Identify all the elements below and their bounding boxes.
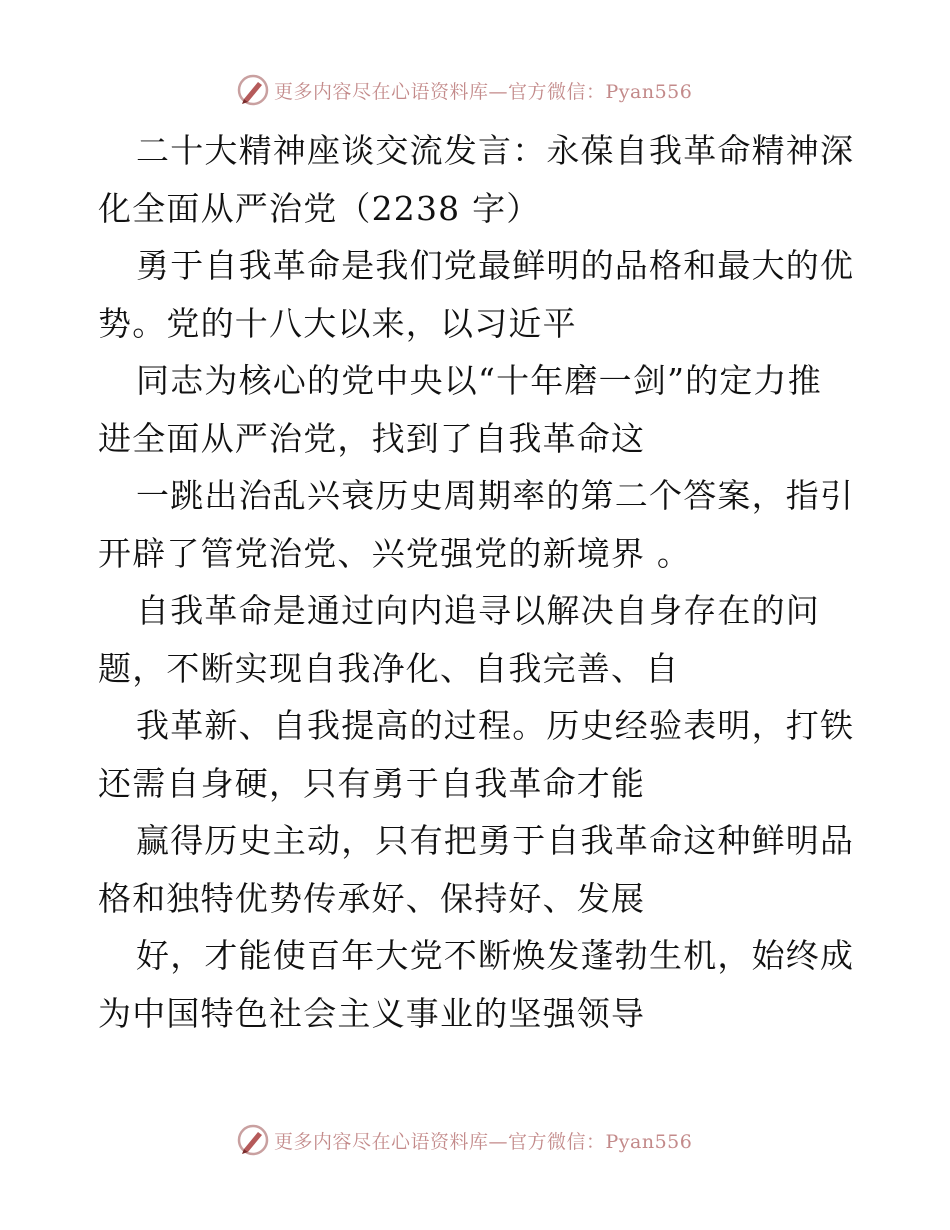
title-line-2: 化全面从严治党（2238 字） [98, 188, 541, 228]
paragraph-line: 我革新、自我提高的过程。历史经验表明，打铁 [136, 706, 855, 745]
pen-logo-icon [236, 1123, 270, 1157]
paragraph-line: 格和独特优势传承好、保持好、发展 [98, 878, 646, 918]
paragraph-line: 还需自身硬，只有勇于自我革命才能 [98, 763, 646, 803]
watermark-text: 更多内容尽在心语资料库—官方微信：Pyan556 [274, 1130, 693, 1153]
paragraph-line: 勇于自我革命是我们党最鲜明的品格和最大的优 [136, 246, 855, 285]
watermark-text: 更多内容尽在心语资料库—官方微信：Pyan556 [274, 80, 693, 103]
paragraph-line: 题，不断实现自我净化、自我完善、自 [98, 648, 680, 688]
paragraph-line: 开辟了管党治党、兴党强党的新境界 。 [98, 533, 692, 573]
paragraph-line: 同志为核心的党中央以“十年磨一剑”的定力推 [136, 361, 822, 400]
paragraph-line: 一跳出治乱兴衰历史周期率的第二个答案，指引 [136, 476, 855, 515]
paragraph-line: 自我革命是通过向内追寻以解决自身存在的问 [136, 591, 820, 630]
paragraph-line: 赢得历史主动，只有把勇于自我革命这种鲜明品 [136, 821, 855, 860]
paragraph-line: 进全面从严治党，找到了自我革命这 [98, 418, 646, 458]
header-watermark [236, 72, 692, 108]
paragraph-line: 势。党的十八大以来，以习近平 [98, 303, 577, 343]
article-body [98, 122, 858, 1042]
pen-logo-icon [236, 73, 270, 107]
footer-watermark [236, 1122, 692, 1158]
title-line-1: 二十大精神座谈交流发言：永葆自我革命精神深 [136, 131, 855, 170]
paragraph-line: 为中国特色社会主义事业的坚强领导 [98, 993, 646, 1033]
paragraph-line: 好，才能使百年大党不断焕发蓬勃生机，始终成 [136, 936, 855, 975]
